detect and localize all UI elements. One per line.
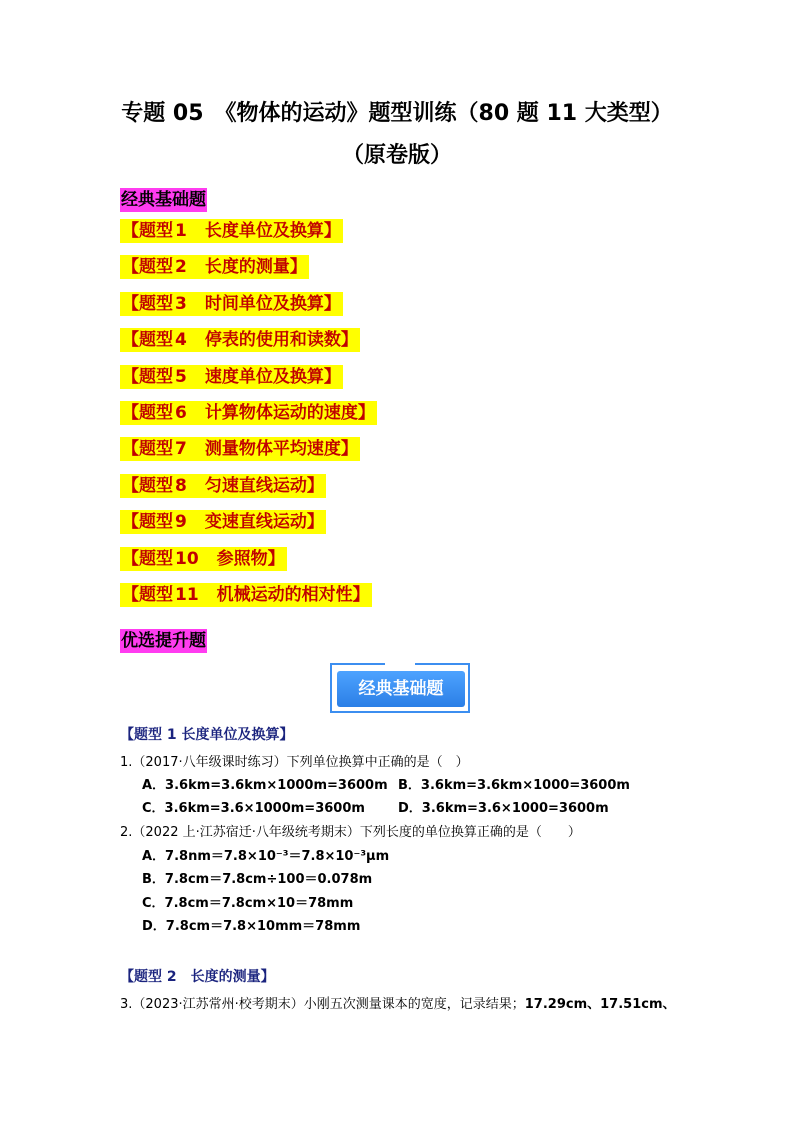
toc-item-label: 【题型 <box>122 512 173 532</box>
toc-item-name: 参照物】 <box>216 549 285 569</box>
section-banner <box>330 663 472 715</box>
toc-item-number: 5 <box>175 367 187 387</box>
toc-item-name: 长度单位及换算】 <box>204 221 341 241</box>
toc-item-number: 9 <box>175 512 187 532</box>
toc-item-label: 【题型 <box>122 367 173 387</box>
toc-item-number: 4 <box>175 330 187 350</box>
toc-item-label: 【题型 <box>122 585 173 605</box>
type1-heading: 【题型 1 长度单位及换算】 <box>120 727 294 743</box>
toc-item-number: 1 <box>175 221 187 241</box>
toc-item-number: 3 <box>175 294 187 314</box>
q2-stem: 2.（2022 上·江苏宿迁·八年级统考期末）下列长度的单位换算正确的是（ ） <box>120 825 581 840</box>
q1-option-a: A．3.6km=3.6km×1000m=3600m <box>142 778 388 793</box>
q1-option-c: C．3.6km=3.6×1000m=3600m <box>142 801 365 816</box>
toc-item-name: 变速直线运动】 <box>204 512 324 532</box>
toc-item <box>120 219 343 243</box>
toc-item-label: 【题型 <box>122 403 173 423</box>
toc-item-name: 速度单位及换算】 <box>204 367 341 387</box>
q1-stem: 1.（2017·八年级课时练习）下列单位换算中正确的是（ ） <box>120 755 469 770</box>
toc-item <box>120 328 360 352</box>
toc-item <box>120 474 326 498</box>
toc-item-name: 长度的测量】 <box>204 257 307 277</box>
toc-item <box>120 401 377 425</box>
section-basic-label: 经典基础题 <box>121 190 206 210</box>
q2-option-c: C．7.8cm＝7.8cm×10＝78mm <box>142 896 354 911</box>
toc-item-name: 机械运动的相对性】 <box>216 585 370 605</box>
toc-item-number: 8 <box>175 476 187 496</box>
toc-item-label: 【题型 <box>122 294 173 314</box>
toc-item-label: 【题型 <box>122 221 173 241</box>
toc-item-number: 2 <box>175 257 187 277</box>
toc-item-number: 11 <box>175 585 199 605</box>
toc-item-name: 停表的使用和读数】 <box>204 330 358 350</box>
toc-item-name: 测量物体平均速度】 <box>204 439 358 459</box>
toc-item <box>120 583 372 607</box>
toc-item <box>120 437 360 461</box>
section-advanced-label: 优选提升题 <box>121 631 206 651</box>
q3-values: 17.29cm、17.51cm、 <box>524 997 676 1012</box>
toc-item <box>120 255 309 279</box>
banner-label: 经典基础题 <box>337 671 465 707</box>
toc-item-number: 10 <box>175 549 199 569</box>
q1-option-b: B．3.6km=3.6km×1000=3600m <box>398 778 630 793</box>
q1-option-d: D．3.6km=3.6×1000=3600m <box>398 801 609 816</box>
toc-item-label: 【题型 <box>122 549 173 569</box>
toc-item <box>120 365 343 389</box>
q2-option-a: A．7.8nm＝7.8×10⁻³＝7.8×10⁻³μm <box>142 849 390 864</box>
type2-heading: 【题型 2 长度的测量】 <box>120 969 275 985</box>
toc-item-label: 【题型 <box>122 439 173 459</box>
toc-item-label: 【题型 <box>122 330 173 350</box>
document-subtitle: （原卷版） <box>341 143 452 168</box>
toc-item <box>120 292 343 316</box>
toc-item-label: 【题型 <box>122 476 173 496</box>
document-title: 专题 05 《物体的运动》题型训练（80 题 11 大类型） <box>121 101 673 126</box>
toc-item <box>120 547 287 571</box>
q3-stem <box>120 993 676 1012</box>
q3-stem-text: 3.（2023·江苏常州·校考期末）小刚五次测量课本的宽度，记录结果； <box>120 997 525 1012</box>
q2-option-d: D．7.8cm＝7.8×10mm＝78mm <box>142 919 361 934</box>
toc-item-name: 匀速直线运动】 <box>204 476 324 496</box>
toc-item-number: 7 <box>175 439 187 459</box>
toc-item-label: 【题型 <box>122 257 173 277</box>
toc-item <box>120 510 326 534</box>
toc-item-name: 计算物体运动的速度】 <box>204 403 375 423</box>
q2-option-b: B．7.8cm＝7.8cm÷100＝0.078m <box>142 872 373 887</box>
toc-item-number: 6 <box>175 403 187 423</box>
toc-item-name: 时间单位及换算】 <box>204 294 341 314</box>
